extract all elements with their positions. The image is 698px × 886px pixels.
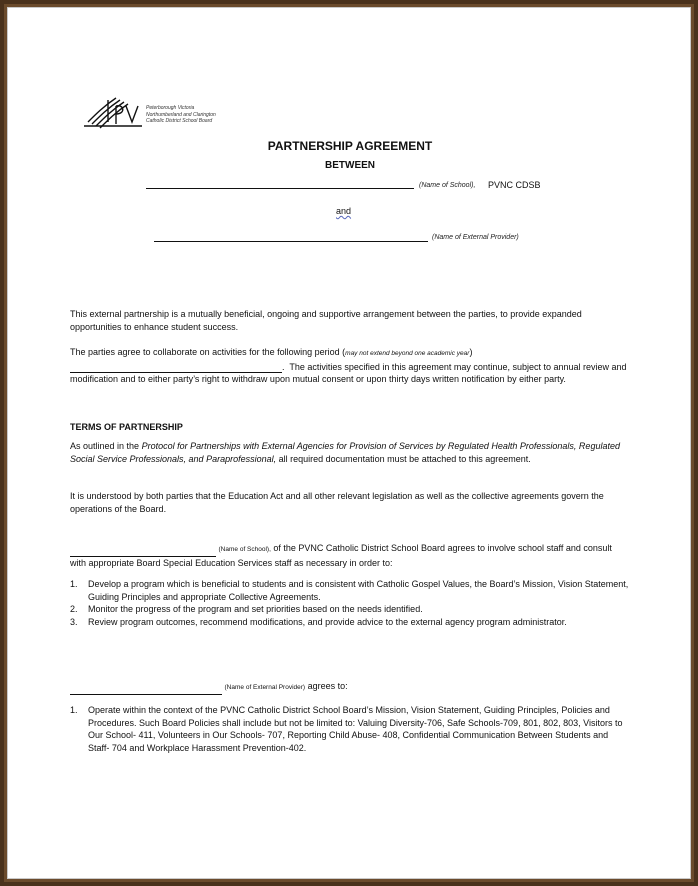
school-name-hint: (Name of School),: [419, 182, 476, 189]
understood-paragraph: It is understood by both parties that the Education Act and all other relevant legislation as well as the collective agreements govern the operations of the Board.: [70, 491, 607, 514]
list-item: [70, 578, 630, 603]
board-name-line: Peterborough Victoria: [146, 105, 195, 111]
school-obligations: [70, 578, 630, 628]
and-word: and: [336, 206, 352, 216]
list-item: [70, 603, 630, 616]
document-page: [7, 7, 691, 879]
item-number: 1.: [70, 579, 78, 589]
document-title: PARTNERSHIP AGREEMENT: [267, 139, 433, 153]
terms-lead: As outlined in the: [70, 441, 142, 451]
provider-clause: [70, 680, 630, 695]
provider-name-hint: (Name of External Provider): [432, 234, 519, 241]
item-number: 2.: [70, 604, 78, 614]
item-number: 3.: [70, 616, 78, 627]
item-text: Monitor the progress of the program and set priorities based on the needs identified.: [88, 604, 423, 614]
period-lead: The parties agree to collaborate on activities for the following period (: [70, 347, 346, 357]
terms-paragraph: [70, 440, 630, 465]
board-name-line: Catholic District School Board: [146, 118, 213, 124]
school-suffix: PVNC CDSB: [488, 180, 541, 190]
provider-name-blank[interactable]: [154, 241, 428, 242]
provider-obligations: [70, 704, 630, 754]
school-clause-blank[interactable]: [70, 547, 216, 557]
item-text: Review program outcomes, recommend modifications, and provide advice to the external agency program administrator.: [88, 616, 567, 627]
board-name-line: Northumberland and Clarington: [146, 111, 216, 118]
list-item: [70, 704, 630, 754]
item-text: Develop a program which is beneficial to students and is consistent with Catholic Gospel Values, the Board’s Mission, Vision Statement, Guiding Principles and appropriate Collective Agreements.: [88, 579, 629, 602]
provider-clause-blank[interactable]: [70, 685, 222, 695]
list-item: [70, 616, 630, 629]
document-subtitle: BETWEEN: [325, 160, 375, 171]
period-hint: may not extend beyond one academic year: [345, 350, 470, 357]
item-number: 1.: [70, 705, 78, 715]
terms-tail: all required documentation must be attached to this agreement.: [276, 453, 531, 464]
school-name-blank[interactable]: [146, 188, 414, 189]
school-clause-hint: (Name of School),: [218, 546, 271, 553]
school-clause: [70, 542, 630, 569]
period-close: ): [469, 347, 473, 357]
provider-clause-hint: (Name of External Provider): [224, 684, 306, 691]
board-name: [146, 105, 216, 125]
school-clause-text: of the PVNC Catholic District School Board agrees to involve school staff and consult with appropriate Board Special Education Services staff as necessary in order to:: [70, 543, 615, 568]
protocol-title: Protocol for Partnerships with External Agencies for Provision of Services by Regulated Health Professionals, Regulated Social Service Professionals, and Paraprofessional,: [70, 441, 623, 464]
terms-heading: TERMS OF PARTNERSHIP: [70, 422, 183, 432]
period-tail: . The activities specified in this agreement may continue, subject to annual review and modification and to either party’s right to withdraw upon mutual consent or upon thirty days written notification by either party.: [70, 361, 630, 384]
period-paragraph: [70, 346, 630, 386]
period-blank[interactable]: [70, 363, 282, 373]
provider-clause-text: agrees to:: [305, 681, 348, 691]
intro-paragraph: This external partnership is a mutually beneficial, ongoing and supportive arrangement between the parties, to provide expanded opportunities to enhance student success.: [70, 309, 585, 332]
item-text: Operate within the context of the PVNC Catholic District School Board’s Mission, Vision Statement, Guiding Principles, Policies and Procedures. Such Board Policies shall include but not be limited to: Valuing Diversity-706, Safe Schools-709, 801, 802, 803, Visitors to Our School- 411, Volunteers in Our Schools- 707, Reporting Child Abuse- 408, Confidential Communication Between Students and Staff- 704 and Workplace Harassment Prevention-402.: [88, 705, 623, 753]
